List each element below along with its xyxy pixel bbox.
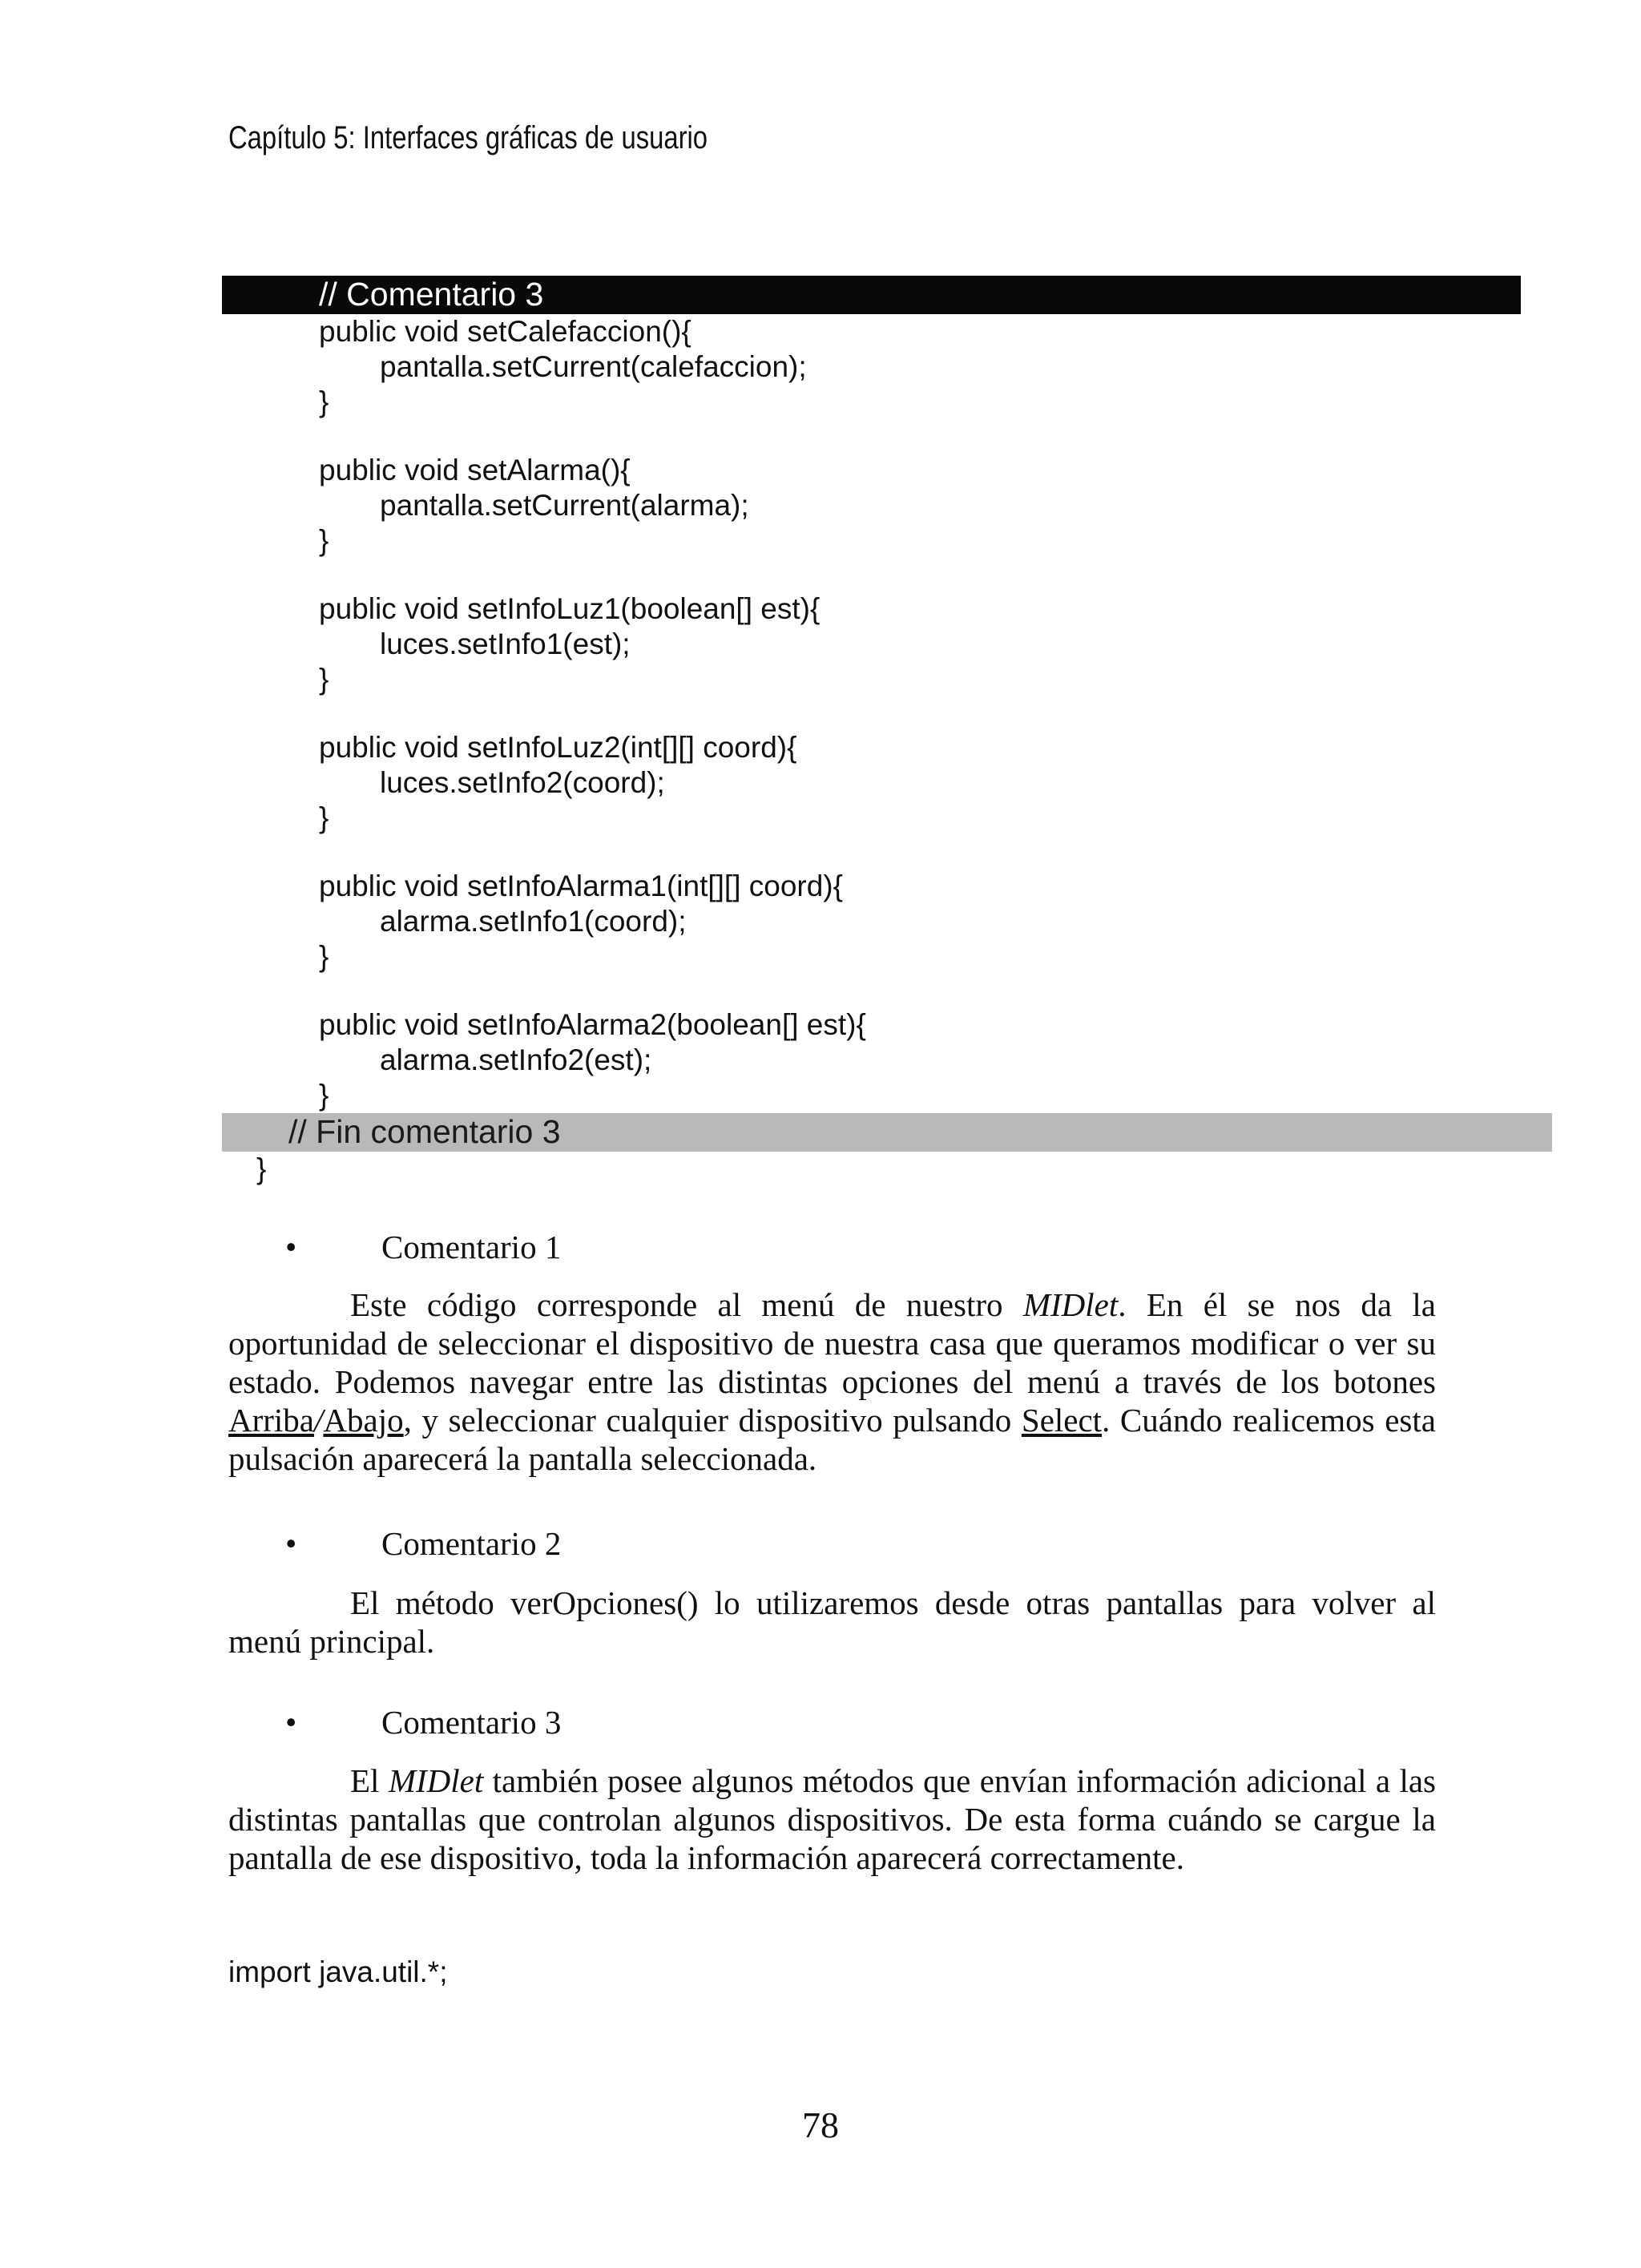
bullet-icon: • [285,1704,297,1741]
code-line: } [319,1079,329,1112]
bullet-label: Comentario 2 [381,1525,562,1562]
paragraph-text: también posee algunos métodos que envían información adicional a las distintas pantallas que controlan algunos dispositivos. De esta forma cuándo se cargue la pantalla de ese dispositivo, toda la información aparecerá correctamente. [228,1762,1436,1876]
code-line: public void setInfoAlarma1(int[][] coord){ [319,870,843,902]
code-comment-start: // Comentario 3 [319,276,544,313]
bullet-label: Comentario 3 [381,1704,562,1741]
paragraph-text: Este código corresponde al menú de nuestro [350,1286,1023,1323]
code-line: alarma.setInfo1(coord); [380,905,687,938]
bullet-label: Comentario 1 [381,1229,562,1265]
paragraph-comentario-1 [228,1285,1436,1478]
abajo-key-label: Abajo [323,1402,404,1439]
paragraph-comentario-3 [228,1762,1436,1877]
paragraph-text: . Cuándo realicemos esta pulsación aparecerá la pantalla seleccionada. [228,1402,1436,1477]
chapter-header: Capítulo 5: Interfaces gráficas de usuario [228,120,708,155]
code-line: } [319,524,329,557]
code-import-line: import java.util.*; [228,1955,448,1988]
code-line: public void setCalefaccion(){ [319,315,691,348]
code-line: public void setInfoAlarma2(boolean[] est){ [319,1008,866,1041]
code-line: } [319,940,329,973]
code-line: pantalla.setCurrent(alarma); [380,489,749,522]
code-line: } [319,801,329,834]
code-line: pantalla.setCurrent(calefaccion); [380,350,807,383]
page-number: 78 [802,2105,839,2145]
code-line: luces.setInfo1(est); [380,628,631,660]
code-class-close: } [256,1152,267,1185]
midlet-term: MIDlet [1022,1286,1119,1323]
slash-separator: / [314,1402,324,1439]
midlet-term: MIDlet [388,1762,484,1799]
code-line: alarma.setInfo2(est); [380,1043,652,1076]
paragraph-comentario-2 [228,1584,1436,1661]
code-line: public void setInfoLuz2(int[][] coord){ [319,731,797,764]
code-line: public void setInfoLuz1(boolean[] est){ [319,592,820,625]
paragraph-text: El [350,1762,389,1799]
bullet-icon: • [285,1525,297,1562]
code-line: } [319,385,329,418]
code-line: public void setAlarma(){ [319,454,631,486]
paragraph-text: . En él se nos da la oportunidad de seleccionar el dispositivo de nuestra casa que queramos modificar o ver su estado. Podemos navegar entre las distintas opciones del menú a través de los botones [228,1286,1437,1400]
arriba-key-label: Arriba [228,1402,315,1439]
paragraph-text: El método verOpciones() lo utilizaremos desde otras pantallas para volver al menú principal. [228,1584,1436,1660]
code-line: } [319,663,329,696]
bullet-icon: • [285,1229,297,1265]
select-key-label: Select [1021,1402,1103,1439]
code-line: luces.setInfo2(coord); [380,766,665,799]
code-comment-end: // Fin comentario 3 [288,1113,561,1150]
paragraph-text: , y seleccionar cualquier dispositivo pulsando [403,1402,1022,1439]
